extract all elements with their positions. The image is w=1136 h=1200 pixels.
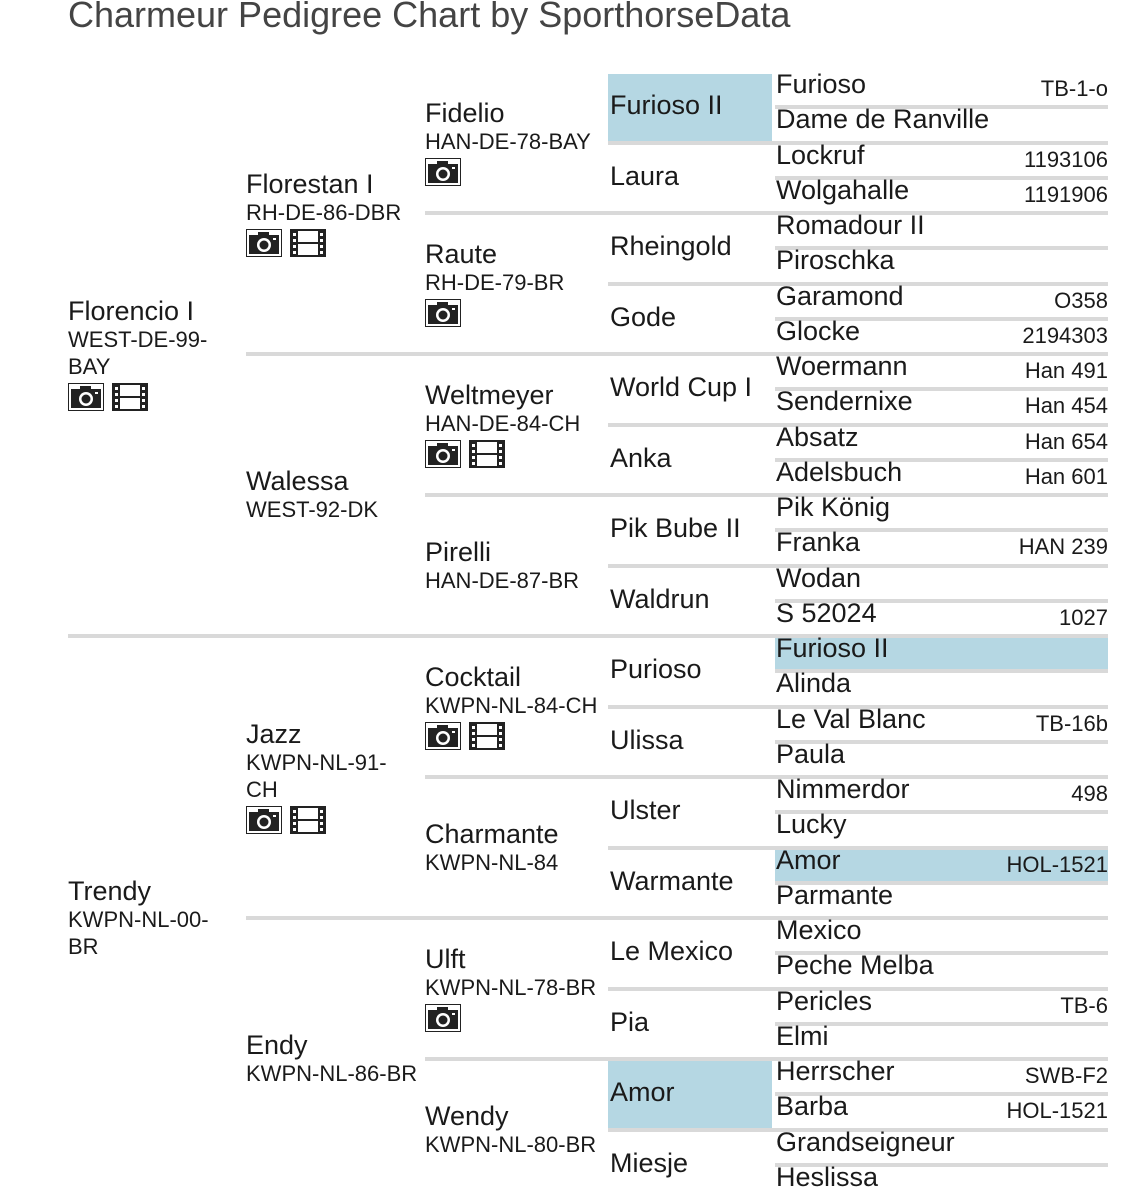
horse-name[interactable]: Woermann xyxy=(776,351,908,381)
horse-name[interactable]: Garamond xyxy=(776,280,904,311)
media-icons xyxy=(425,158,601,186)
registration: WEST-DE-99-BAY xyxy=(68,327,208,379)
registration: HAN-DE-87-BR xyxy=(425,567,580,593)
horse-name[interactable]: World Cup I xyxy=(610,372,753,403)
horse-name[interactable]: Anka xyxy=(610,442,672,473)
media-icons xyxy=(246,229,418,257)
horse-name[interactable]: Furioso xyxy=(776,69,867,99)
horse-name[interactable]: Peche Melba xyxy=(776,950,934,981)
horse-name[interactable]: Rheingold xyxy=(610,231,732,262)
camera-icon[interactable] xyxy=(425,440,461,468)
registration: TB-16b xyxy=(1035,710,1108,736)
registration: TB-1-o xyxy=(1040,76,1108,101)
registration: KWPN-NL-80-BR xyxy=(425,1131,597,1157)
registration: SWB-F2 xyxy=(1024,1063,1108,1088)
registration: KWPN-NL-84-CH xyxy=(425,693,598,718)
camera-icon[interactable] xyxy=(68,383,104,411)
horse-name[interactable]: Adelsbuch xyxy=(776,456,903,487)
registration: Han 491 xyxy=(1024,358,1108,383)
horse-name[interactable]: Miesje xyxy=(610,1147,689,1178)
horse-name[interactable]: Cocktail xyxy=(425,662,522,692)
horse-name[interactable]: Florencio I xyxy=(68,296,195,326)
registration: HOL-1521 xyxy=(1006,851,1108,877)
horse-name[interactable]: Pik Bube II xyxy=(610,513,741,544)
gen3-entry xyxy=(425,240,601,327)
gen2-entry xyxy=(246,170,418,257)
horse-name[interactable]: Lucky xyxy=(776,809,847,840)
camera-icon[interactable] xyxy=(425,158,461,186)
registration: KWPN-NL-78-BR xyxy=(425,975,597,1000)
horse-name[interactable]: Romadour II xyxy=(776,210,925,240)
registration: Han 454 xyxy=(1024,393,1108,419)
horse-name[interactable]: Ulster xyxy=(610,795,681,826)
camera-icon[interactable] xyxy=(425,299,461,327)
gen3-entry xyxy=(425,99,601,186)
gen3-entry xyxy=(425,663,601,750)
horse-name[interactable]: Barba xyxy=(776,1091,849,1122)
horse-name[interactable]: Wodan xyxy=(776,562,862,593)
horse-name[interactable]: Heslissa xyxy=(776,1161,879,1192)
registration: KWPN-NL-00-BR xyxy=(68,906,209,959)
gen1-entry xyxy=(68,297,238,411)
horse-name[interactable]: S 52024 xyxy=(776,597,877,628)
horse-name[interactable]: Alinda xyxy=(776,668,852,699)
page-title: Charmeur Pedigree Chart by SporthorseData xyxy=(68,0,791,35)
horse-name[interactable]: Amor xyxy=(776,844,841,875)
horse-name[interactable]: Warmante xyxy=(610,865,734,896)
film-icon[interactable] xyxy=(290,806,326,834)
horse-name[interactable]: Grandseigneur xyxy=(776,1126,955,1157)
horse-name[interactable]: Weltmeyer xyxy=(425,380,554,410)
horse-name[interactable]: Raute xyxy=(425,239,498,269)
horse-name[interactable]: Waldrun xyxy=(610,583,710,614)
horse-name[interactable]: Lockruf xyxy=(776,139,865,170)
horse-name[interactable]: Parmante xyxy=(776,879,894,910)
horse-name[interactable]: Purioso xyxy=(610,654,702,685)
gen3-entry xyxy=(425,1102,601,1158)
horse-name[interactable]: Franka xyxy=(776,527,861,558)
registration: Han 654 xyxy=(1024,428,1108,454)
horse-name[interactable]: Le Val Blanc xyxy=(776,703,926,734)
film-icon[interactable] xyxy=(469,440,505,468)
registration: Han 601 xyxy=(1024,463,1108,489)
film-icon[interactable] xyxy=(290,229,326,257)
gen2-entry xyxy=(246,1031,418,1087)
media-icons xyxy=(425,1004,601,1032)
media-icons xyxy=(246,806,418,834)
media-icons xyxy=(425,299,601,327)
gen3-entry xyxy=(425,381,601,468)
horse-name[interactable]: Le Mexico xyxy=(610,936,734,967)
gen3-entry xyxy=(425,945,601,1032)
registration: HAN-DE-84-CH xyxy=(425,411,581,436)
gen1-entry xyxy=(68,877,238,960)
horse-name[interactable]: Laura xyxy=(610,160,680,191)
registration: HAN-DE-78-BAY xyxy=(425,129,591,154)
camera-icon[interactable] xyxy=(246,229,282,257)
horse-name[interactable]: Absatz xyxy=(776,421,859,452)
horse-name[interactable]: Wolgahalle xyxy=(776,174,910,205)
camera-icon[interactable] xyxy=(246,806,282,834)
film-icon[interactable] xyxy=(112,383,148,411)
horse-name[interactable]: Furioso II xyxy=(610,90,723,121)
registration: 1027 xyxy=(1059,604,1108,630)
registration: HOL-1521 xyxy=(1006,1098,1108,1124)
camera-icon[interactable] xyxy=(425,1004,461,1032)
media-icons xyxy=(68,383,238,411)
horse-name[interactable]: Ulissa xyxy=(610,724,684,755)
registration: RH-DE-86-DBR xyxy=(246,199,402,225)
film-icon[interactable] xyxy=(469,722,505,750)
camera-icon[interactable] xyxy=(425,722,461,750)
registration: O358 xyxy=(1054,287,1108,313)
horse-name[interactable]: Herrscher xyxy=(776,1056,895,1086)
media-icons xyxy=(425,722,601,750)
horse-name[interactable]: Walessa xyxy=(246,466,349,496)
registration: KWPN-NL-84 xyxy=(425,849,559,875)
registration: 2194303 xyxy=(1022,322,1108,348)
registration: WEST-92-DK xyxy=(246,497,379,522)
horse-name[interactable]: Pericles xyxy=(776,985,873,1016)
gen2-entry xyxy=(246,720,418,834)
horse-name[interactable]: Trendy xyxy=(68,875,152,906)
registration: TB-6 xyxy=(1060,992,1108,1018)
gen3-entry xyxy=(425,820,601,876)
horse-name[interactable]: Charmante xyxy=(425,818,559,849)
horse-name[interactable]: Gode xyxy=(610,301,677,332)
horse-name[interactable]: Ulft xyxy=(425,944,466,974)
horse-name[interactable]: Nimmerdor xyxy=(776,774,910,804)
registration: 1191906 xyxy=(1023,181,1108,207)
horse-name[interactable]: Pik König xyxy=(776,492,891,522)
horse-name[interactable]: Glocke xyxy=(776,315,861,346)
horse-name[interactable]: Pia xyxy=(610,1006,650,1037)
horse-name[interactable]: Mexico xyxy=(776,915,862,945)
horse-name[interactable]: Fidelio xyxy=(425,98,505,128)
horse-name[interactable]: Furioso II xyxy=(776,633,889,663)
horse-name[interactable]: Jazz xyxy=(246,719,302,749)
horse-name[interactable]: Florestan I xyxy=(246,168,374,199)
horse-name[interactable]: Amor xyxy=(610,1077,675,1108)
horse-name[interactable]: Paula xyxy=(776,738,846,769)
horse-name[interactable]: Pirelli xyxy=(425,536,492,567)
registration: 498 xyxy=(1071,781,1108,806)
registration: KWPN-NL-86-BR xyxy=(246,1061,418,1086)
media-icons xyxy=(425,440,601,468)
registration: 1193106 xyxy=(1023,146,1108,172)
horse-name[interactable]: Elmi xyxy=(776,1020,829,1051)
registration: HAN 239 xyxy=(1018,534,1108,560)
horse-name[interactable]: Endy xyxy=(246,1030,308,1060)
gen3-entry xyxy=(425,538,601,594)
horse-name[interactable]: Dame de Ranville xyxy=(776,104,990,135)
horse-name[interactable]: Piroschka xyxy=(776,245,895,276)
horse-name[interactable]: Wendy xyxy=(425,1100,509,1131)
gen2-entry xyxy=(246,467,418,523)
horse-name[interactable]: Sendernixe xyxy=(776,386,913,417)
registration: KWPN-NL-91-CH xyxy=(246,750,387,802)
registration: RH-DE-79-BR xyxy=(425,270,565,295)
